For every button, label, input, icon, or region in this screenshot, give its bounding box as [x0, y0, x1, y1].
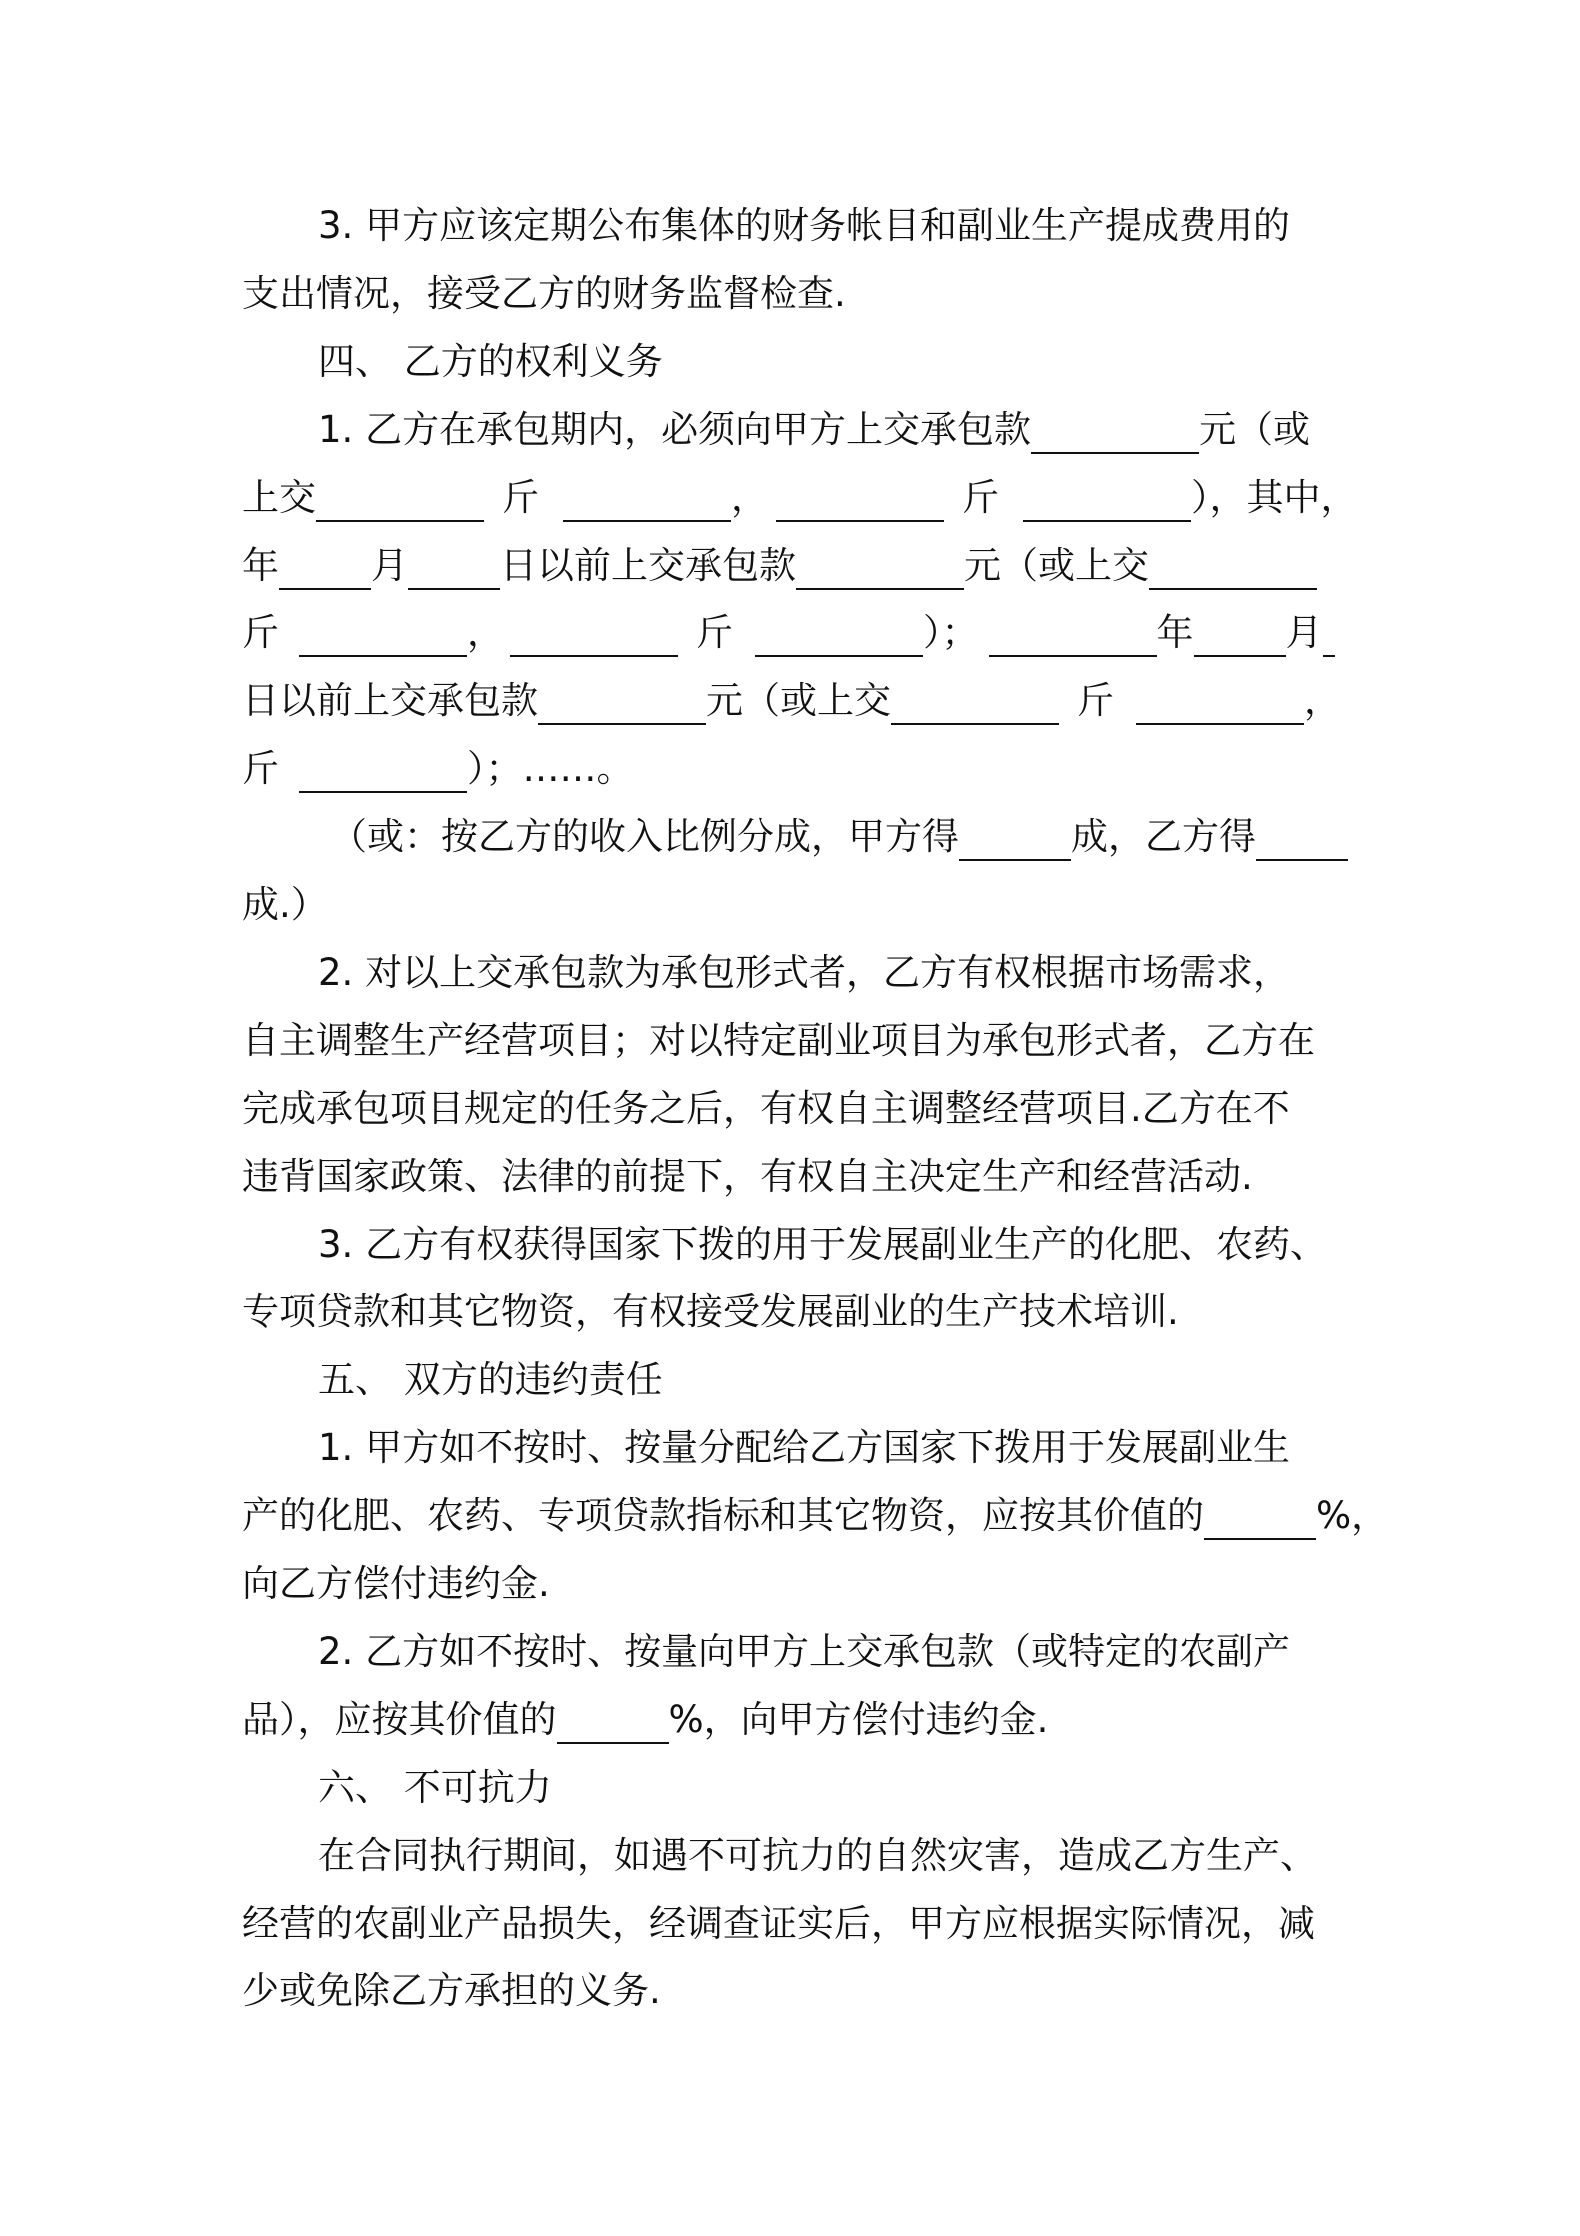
text-segment: 日以前上交承包款 — [500, 544, 796, 587]
text-segment: 六、 不可抗力 — [318, 1766, 552, 1809]
fill-in-blank — [755, 597, 923, 657]
text-line — [242, 671, 1341, 731]
text-segment: 元（或上交 — [964, 544, 1149, 587]
text-segment: %， — [1316, 1494, 1389, 1537]
text-segment: 产的化肥、农药、专项贷款指标和其它物资，应按其价值的 — [242, 1494, 1204, 1537]
text-segment: 月 — [1285, 611, 1323, 654]
text-segment: 元（或 — [1199, 408, 1311, 451]
text-segment: 四、 乙方的权利义务 — [318, 340, 663, 383]
text-segment: 3. 甲方应该定期公布集体的财务帐目和副业生产提成费用的 — [318, 204, 1291, 247]
text-segment: ）； — [923, 611, 979, 654]
text-segment: 月 — [371, 544, 408, 587]
text-segment: 2. 乙方如不按时、按量向甲方上交承包款（或特定的农副产 — [318, 1630, 1291, 1673]
text-segment: 成.） — [242, 883, 328, 926]
fill-in-blank — [959, 801, 1071, 861]
fill-in-blank — [1256, 801, 1348, 861]
text-line — [242, 739, 634, 799]
text-line — [318, 1622, 1290, 1682]
text-line — [318, 1350, 663, 1410]
fill-in-blank — [1031, 394, 1199, 454]
text-segment: （或：按乙方的收入比例分成，甲方得 — [330, 815, 959, 858]
text-line — [242, 1894, 1315, 1954]
text-segment: 品），应按其价值的 — [242, 1698, 557, 1741]
text-line — [318, 1418, 1290, 1478]
text-segment: 斤 — [696, 611, 733, 654]
text-segment: 年 — [1156, 611, 1194, 654]
fill-in-blank — [557, 1684, 669, 1744]
text-line — [242, 264, 846, 324]
text-segment: 斤 — [502, 476, 539, 519]
text-segment: 完成承包项目规定的任务之后，有权自主调整经营项目.乙方在不 — [242, 1087, 1290, 1130]
text-line — [318, 943, 1290, 1003]
text-line — [242, 536, 1317, 596]
text-line — [318, 400, 1310, 460]
text-segment: 成，乙方得 — [1071, 815, 1256, 858]
text-segment: 专项贷款和其它物资，有权接受发展副业的生产技术培训. — [242, 1290, 1179, 1333]
text-segment: 斤 — [1077, 679, 1114, 722]
fill-in-blank — [1023, 462, 1191, 522]
fill-in-blank — [989, 597, 1157, 657]
text-segment: ， — [731, 476, 768, 519]
fill-in-blank — [1323, 597, 1335, 657]
text-segment: 1. 乙方在承包期内，必须向甲方上交承包款 — [318, 408, 1032, 451]
text-line — [242, 1079, 1290, 1139]
text-segment: 年 — [242, 544, 279, 587]
text-segment: 五、 双方的违约责任 — [318, 1358, 663, 1401]
text-segment: 支出情况，接受乙方的财务监督检查. — [242, 272, 846, 315]
text-segment: 斤 — [242, 611, 279, 654]
fill-in-blank — [891, 665, 1059, 725]
text-segment: 3. 乙方有权获得国家下拨的用于发展副业生产的化肥、农药、 — [318, 1223, 1328, 1266]
text-segment: 自主调整生产经营项目；对以特定副业项目为承包形式者，乙方在 — [242, 1019, 1315, 1062]
text-segment: 少或免除乙方承担的义务. — [242, 1969, 661, 2012]
text-line — [242, 1486, 1388, 1546]
text-segment: 2. 对以上交承包款为承包形式者，乙方有权根据市场需求， — [318, 951, 1291, 994]
text-segment: 向乙方偿付违约金. — [242, 1562, 550, 1605]
fill-in-blank — [776, 462, 944, 522]
text-line — [318, 196, 1290, 256]
text-line — [242, 1147, 1253, 1207]
fill-in-blank — [796, 530, 964, 590]
fill-in-blank — [1194, 597, 1286, 657]
text-line — [318, 1215, 1327, 1275]
text-segment: ， — [467, 611, 504, 654]
text-segment: ， — [1304, 679, 1341, 722]
fill-in-blank — [1149, 530, 1317, 590]
text-segment: 元（或上交 — [706, 679, 891, 722]
text-segment: 经营的农副业产品损失，经调查证实后，甲方应根据实际情况，减 — [242, 1902, 1315, 1945]
text-line — [242, 875, 328, 935]
text-line — [242, 1690, 1048, 1750]
text-line — [242, 468, 1358, 528]
text-line — [318, 332, 663, 392]
text-line — [242, 603, 1335, 663]
fill-in-blank — [279, 530, 371, 590]
text-segment: 在合同执行期间，如遇不可抗力的自然灾害，造成乙方生产、 — [318, 1834, 1317, 1877]
text-segment: 上交 — [242, 476, 316, 519]
text-line — [242, 1282, 1179, 1342]
text-line — [242, 1554, 550, 1614]
fill-in-blank — [408, 530, 500, 590]
text-segment: ）；……。 — [467, 747, 634, 790]
text-line — [242, 1961, 661, 2021]
text-line — [318, 1758, 552, 1818]
fill-in-blank — [299, 597, 467, 657]
text-segment: 斤 — [242, 747, 279, 790]
text-line — [330, 807, 1348, 867]
text-segment: 斤 — [962, 476, 999, 519]
text-line — [242, 1011, 1315, 1071]
text-segment: 日以前上交承包款 — [242, 679, 538, 722]
text-segment: %，向甲方偿付违约金. — [668, 1698, 1049, 1741]
fill-in-blank — [538, 665, 706, 725]
fill-in-blank — [510, 597, 678, 657]
text-segment: 违背国家政策、法律的前提下，有权自主决定生产和经营活动. — [242, 1155, 1253, 1198]
text-segment: 1. 甲方如不按时、按量分配给乙方国家下拨用于发展副业生 — [318, 1426, 1291, 1469]
fill-in-blank — [316, 462, 484, 522]
fill-in-blank — [563, 462, 731, 522]
fill-in-blank — [1204, 1480, 1316, 1540]
fill-in-blank — [299, 733, 467, 793]
fill-in-blank — [1136, 665, 1304, 725]
text-line — [318, 1826, 1317, 1886]
text-segment: ），其中， — [1191, 476, 1358, 519]
